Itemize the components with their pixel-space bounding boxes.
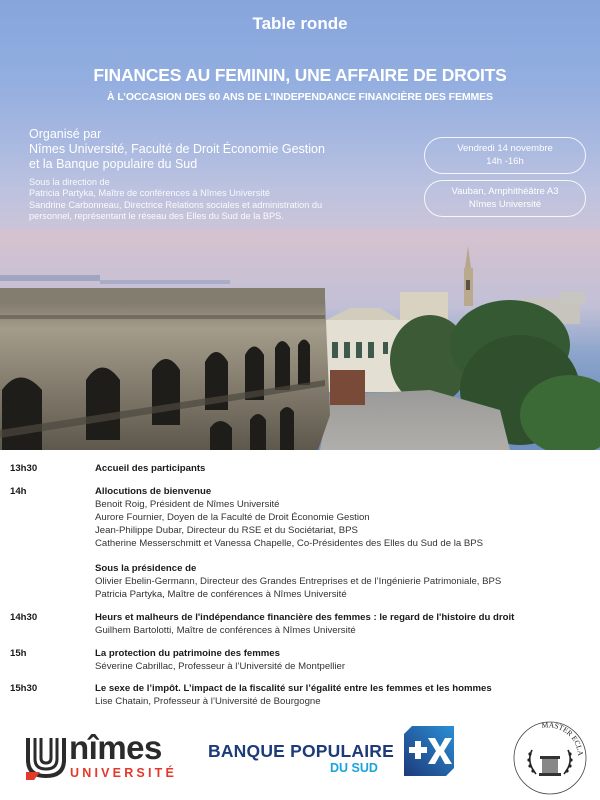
speaker-line: Lise Chatain, Professeur à l’Université de Bourgogne [95,696,321,707]
speaker-line: Séverine Cabrillac, Professeur à l’Université de Montpellier [95,661,346,672]
event-date: Vendredi 14 novembre [457,143,553,154]
slot-body [95,682,595,708]
event-subheadline: À L’OCCASION DES 60 ANS DE L’INDEPENDANCE FINANCIÈRE DES FEMMES [107,91,493,103]
speaker-line: Olivier Ebelin-Germann, Directeur des Grandes Entreprises et de l’Ingénierie Patrimoniale, BPS [95,576,502,587]
nimes-universite-logo [26,729,178,780]
slot-heading: Allocutions de bienvenue [95,486,212,497]
direction-label: Sous la direction de [29,177,110,187]
organizer-line: Nîmes Université, Faculté de Droit Économie Gestion [29,142,325,156]
slot-subheading: Sous la présidence de [95,563,197,574]
direction-line: Sandrine Carbonneau, Directrice Relations sociales et administration du [29,199,323,210]
banque-populaire-logo [208,726,458,782]
slot-time: 14h [10,486,27,497]
event-time: 14h -16h [486,155,524,167]
event-room: Vauban, Amphithéâtre A3 [451,186,559,197]
speaker-line: Benoit Roig, Président de Nîmes Université [95,499,280,510]
nimes-u-icon [26,732,66,780]
slot-heading: Heurs et malheurs de l'indépendance financière des femmes : le regard de l'histoire du droit [95,612,515,623]
bp-region: DU SUD [330,761,378,775]
universite-wordmark: UNIVERSITÉ [70,766,178,780]
speaker-line: Guilhem Bartolotti, Maître de conférences à Nîmes Université [95,625,356,636]
slot-time: 13h30 [10,463,38,474]
direction-line: personnel, représentant le réseau des Elles du Sud de la BPS. [29,210,284,221]
slot-body [95,485,595,601]
location-badge [424,180,586,217]
date-time-badge [424,137,586,174]
bp-plus-x-icon [404,726,454,776]
slot-body [95,647,595,673]
slot-heading: Accueil des participants [95,463,206,474]
organizer-label: Organisé par [29,127,102,141]
speaker-line: Jean-Philippe Dubar, Directeur du RSE et du Sociétariat, BPS [95,525,358,536]
laurel-column-icon [512,720,588,796]
partner-logos [0,715,600,800]
event-venue: Nîmes Université [468,198,542,210]
slot-time: 14h30 [10,612,38,623]
event-type-title: Table ronde [252,14,348,33]
bp-wordmark: BANQUE POPULAIRE [208,741,394,761]
organizer-block [29,127,325,172]
hero-photo [0,230,600,450]
slot-heading: Le sexe de l’impôt. L’impact de la fiscalité sur l’égalité entre les femmes et les hommes [95,683,492,694]
nimes-wordmark: nîmes [69,729,162,766]
speaker-line: Patricia Partyka, Maître de conférences à Nîmes Université [95,589,347,600]
slot-body [95,611,595,637]
slot-heading: La protection du patrimoine des femmes [95,648,280,659]
master-ecla-text: MASTER ECLA [541,720,586,757]
slot-body [95,462,595,475]
slot-time: 15h [10,648,27,659]
direction-block [29,177,322,222]
organizer-line: et la Banque populaire du Sud [29,157,198,171]
event-headline: FINANCES AU FEMININ, UNE AFFAIRE DE DROITS [93,65,507,85]
direction-line: Patricia Partyka, Maître de conférences à Nîmes Université [29,188,271,199]
speaker-line: Catherine Messerschmitt et Vanessa Chapelle, Co-Présidentes des Elles du Sud de la BPS [95,538,484,549]
speaker-line: Aurore Fournier, Doyen de la Faculté de Droit Économie Gestion [95,512,370,523]
slot-time: 15h30 [10,683,38,694]
master-ecla-logo [512,720,588,796]
